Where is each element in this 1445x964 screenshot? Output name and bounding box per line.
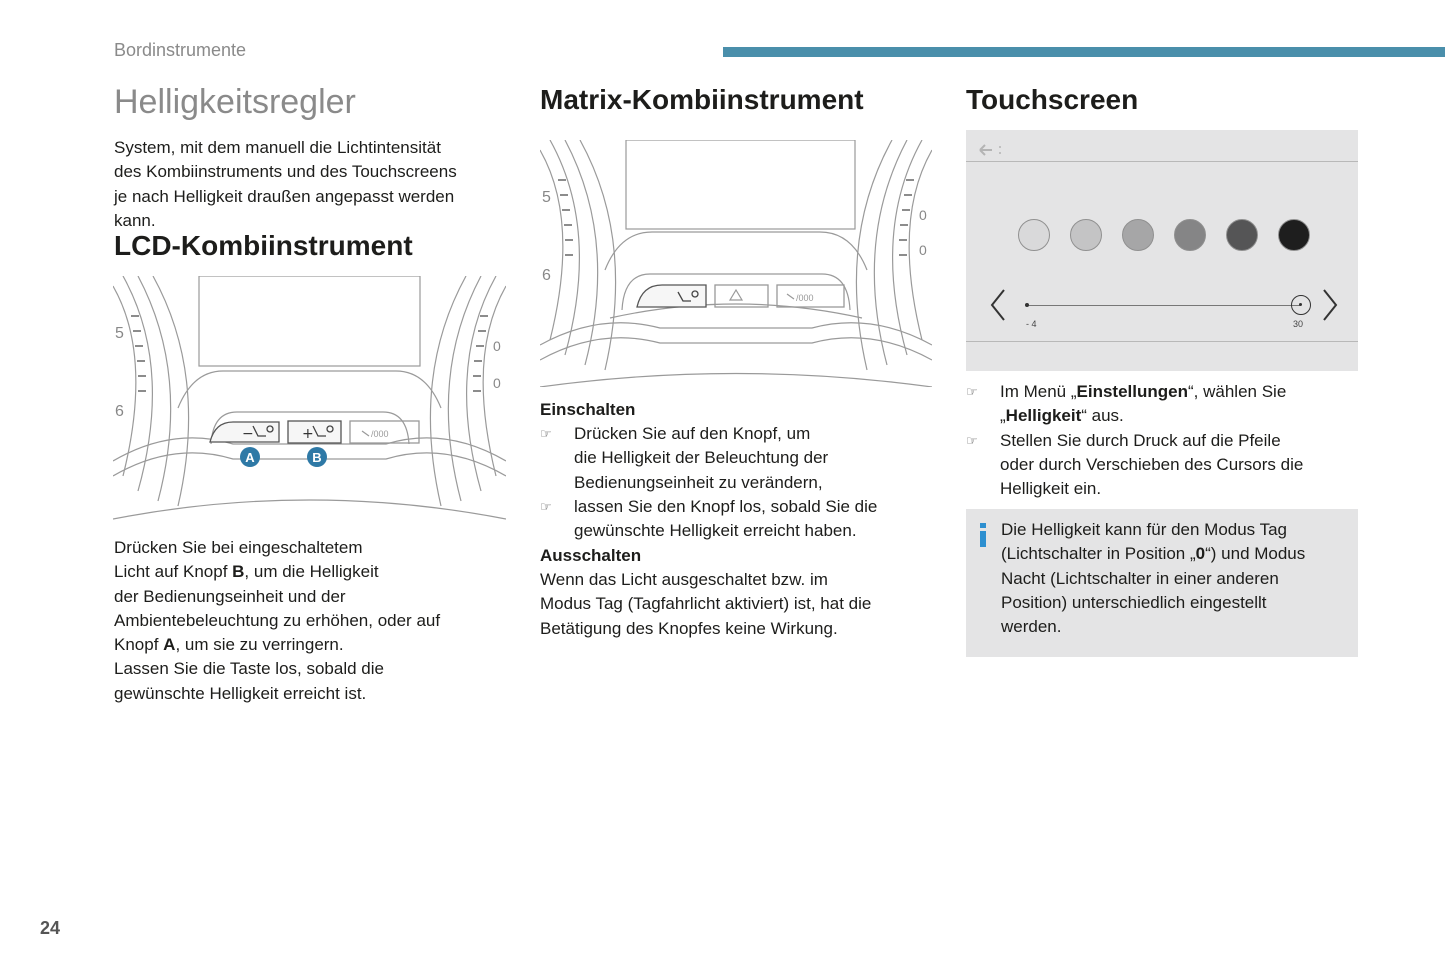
slider-min-label: - 4 bbox=[1026, 319, 1037, 329]
info-text: Die Helligkeit kann für den Modus Tag (Lichtschalter in Position „0“) und Modus Nacht (Lichtschalter in einer anderen Position) unterschiedlich eingestellt werden. bbox=[1001, 520, 1306, 637]
svg-text:0: 0 bbox=[919, 207, 927, 223]
wrench-icon bbox=[787, 294, 794, 299]
lcd-instrument-figure bbox=[113, 276, 506, 523]
step-item: ☞ lassen Sie den Knopf los, sobald Sie die gewünschte Helligkeit erreicht haben. bbox=[540, 496, 878, 541]
touchscreen-heading: Touchscreen bbox=[966, 84, 1139, 115]
off-heading: Ausschalten bbox=[540, 546, 642, 565]
on-steps bbox=[540, 422, 920, 543]
step-item: ☞ Drücken Sie auf den Knopf, um die Helligkeit der Beleuchtung der Bedienungseinheit zu verändern, bbox=[540, 424, 829, 492]
hand-pointer-icon: ☞ bbox=[966, 432, 978, 448]
slider-start-dot bbox=[1025, 303, 1029, 307]
intro-text: System, mit dem manuell die Lichtintensität des Kombiinstruments und des Touchscreens je nach Helligkeit draußen angepasst werden kann. bbox=[114, 138, 457, 230]
matrix-instrument-figure bbox=[540, 140, 932, 387]
brightness-level-4[interactable] bbox=[1174, 219, 1206, 251]
lcd-service-text: /000 bbox=[371, 429, 389, 439]
slider-track[interactable] bbox=[1026, 305, 1301, 306]
matrix-instrument-illustration bbox=[540, 140, 932, 387]
svg-text:0: 0 bbox=[493, 338, 501, 354]
warning-icon bbox=[730, 290, 742, 300]
brightness-level-5[interactable] bbox=[1226, 219, 1258, 251]
slider-thumb[interactable] bbox=[1291, 295, 1311, 315]
page-number: 24 bbox=[40, 918, 61, 938]
svg-text:6: 6 bbox=[115, 403, 124, 420]
info-box bbox=[966, 509, 1358, 657]
brightness-level-3[interactable] bbox=[1122, 219, 1154, 251]
svg-text:6: 6 bbox=[542, 267, 551, 284]
brightness-level-6[interactable] bbox=[1278, 219, 1310, 251]
chevron-left-icon[interactable] bbox=[988, 288, 1008, 322]
info-icon bbox=[978, 523, 988, 547]
label-b: B bbox=[312, 450, 322, 465]
chevron-right-icon[interactable] bbox=[1320, 288, 1340, 322]
wrench-icon bbox=[362, 431, 369, 436]
svg-text:0: 0 bbox=[493, 375, 501, 391]
lcd-button-a-sign: − bbox=[242, 426, 254, 442]
svg-text:5: 5 bbox=[115, 325, 124, 342]
svg-text:5: 5 bbox=[542, 189, 551, 206]
off-text: Wenn das Licht ausgeschaltet bzw. im Modus Tag (Tagfahrlicht aktiviert) ist, hat die Betätigung des Knopfes keine Wirkung. bbox=[540, 570, 872, 638]
hand-pointer-icon: ☞ bbox=[540, 426, 552, 441]
header-accent-bar bbox=[723, 47, 1445, 57]
touchscreen-steps bbox=[966, 380, 1358, 501]
hand-pointer-icon: ☞ bbox=[540, 498, 552, 514]
step-item: ☞ Im Menü „Einstellungen“, wählen Sie „Helligkeit“ aus. bbox=[966, 382, 1287, 426]
step-item: ☞ Stellen Sie durch Druck auf die Pfeile oder durch Verschieben des Cursors die Helligkeit ein. bbox=[966, 430, 1304, 499]
section-label: Bordinstrumente bbox=[114, 40, 247, 60]
brightness-level-2[interactable] bbox=[1070, 219, 1102, 251]
page-title: Helligkeitsregler bbox=[114, 83, 356, 121]
hand-pointer-icon: ☞ bbox=[966, 384, 978, 399]
lcd-heading: LCD-Kombiinstrument bbox=[114, 230, 413, 261]
brightness-level-1[interactable] bbox=[1018, 219, 1050, 251]
svg-text:0: 0 bbox=[919, 242, 927, 258]
lcd-button-b-sign: + bbox=[302, 426, 314, 442]
matrix-heading: Matrix-Kombiinstrument bbox=[540, 84, 864, 115]
label-a: A bbox=[245, 450, 255, 465]
matrix-service-text: /000 bbox=[796, 293, 814, 303]
touchscreen-figure bbox=[966, 130, 1358, 371]
slider-max-label: 30 bbox=[1293, 319, 1304, 329]
on-heading: Einschalten bbox=[540, 400, 636, 419]
lcd-instructions: Drücken Sie bei eingeschaltetem Licht auf Knopf B, um die Helligkeit der Bedienungseinheit und der Ambientebeleuchtung zu erhöhen, oder auf Knopf A, um sie zu verringern. Lassen Sie die Taste los, sobald die gewünschte Helligkeit erreicht ist. bbox=[114, 538, 441, 703]
back-arrow-icon bbox=[976, 140, 1006, 160]
lcd-instrument-illustration bbox=[113, 276, 506, 523]
